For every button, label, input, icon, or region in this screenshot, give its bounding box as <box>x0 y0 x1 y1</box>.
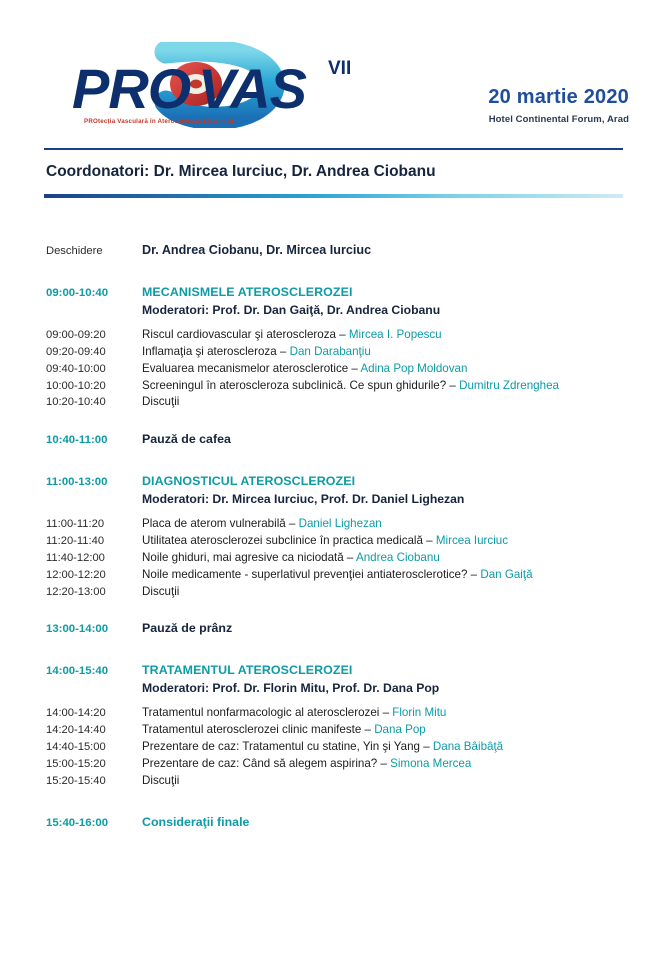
session-title: DIAGNOSTICUL ATEROSCLEROZEI <box>142 473 356 488</box>
break-time: 10:40-11:00 <box>46 434 108 447</box>
talk-row <box>46 344 627 361</box>
talk-speaker: Dan Darabanţiu <box>289 344 371 358</box>
talk-title: Noile ghiduri, mai agresive ca niciodată – <box>142 550 356 564</box>
talk-row <box>46 378 627 395</box>
talk-speaker: Mircea I. Popescu <box>348 327 442 341</box>
talk-speaker: Andrea Ciobanu <box>355 550 440 564</box>
talk-body <box>142 344 627 360</box>
talk-row <box>46 567 627 584</box>
talk-title: Inflamaţia şi ateroscleroza – <box>142 344 290 358</box>
talk-title: Prezentare de caz: Când să alegem aspirina? – <box>142 756 391 770</box>
session-time: 09:00-10:40 <box>46 286 109 299</box>
svg-text:PRO: PRO <box>72 57 191 120</box>
talk-speaker: Dana Pop <box>374 722 426 736</box>
talk-speaker: Daniel Lighezan <box>298 516 382 530</box>
talk-body <box>142 361 627 377</box>
talk-row <box>46 361 627 378</box>
coordinators-bar <box>0 150 667 194</box>
talk-time: 15:20-15:40 <box>46 774 106 787</box>
talk-time: 12:20-13:00 <box>46 585 106 598</box>
session-moderators: Moderatori: Prof. Dr. Dan Gaiţă, Dr. Andrea Ciobanu <box>142 302 441 317</box>
break-row <box>46 431 627 449</box>
talk-title: Tratamentul nonfarmacologic al aterosclerozei – <box>142 706 393 719</box>
session-header <box>46 662 627 680</box>
event-date: 20 martie 2020 <box>488 86 629 108</box>
talk-body <box>142 550 627 566</box>
session-header <box>46 473 627 491</box>
talk-time: 15:00-15:20 <box>46 757 106 770</box>
talk-row <box>46 584 627 601</box>
talk-row <box>46 394 627 411</box>
talk-time: 10:20-10:40 <box>46 396 106 409</box>
talk-time: 11:00-11:20 <box>46 517 105 530</box>
talk-row <box>46 516 627 533</box>
talk-title: Riscul cardiovascular şi ateroscleroza – <box>142 327 349 341</box>
talk-time: 14:40-15:00 <box>46 740 106 753</box>
talk-time: 09:00-09:20 <box>46 328 106 341</box>
break-row <box>46 620 627 638</box>
talk-time: 09:20-09:40 <box>46 345 106 358</box>
session-title: MECANISMELE ATEROSCLEROZEI <box>142 284 353 299</box>
closing-row <box>46 814 627 832</box>
talk-row <box>46 773 627 790</box>
talk-speaker: Florin Mitu <box>392 706 447 719</box>
break-time: 13:00-14:00 <box>46 623 109 636</box>
provas-logo <box>46 42 366 138</box>
talk-title: Utilitatea aterosclerozei subclinice în practica medicală – <box>142 533 436 547</box>
opening-label: Deschidere <box>46 245 103 257</box>
talk-speaker: Dana Bâibâţă <box>432 739 504 753</box>
talk-body <box>142 756 627 772</box>
talk-title: Prezentare de caz: Tratamentul cu statine, Yin şi Yang – <box>142 739 433 753</box>
talk-title: Discuţii <box>142 584 180 598</box>
talk-row <box>46 722 627 739</box>
talk-row <box>46 705 627 722</box>
closing-label: Consideraţii finale <box>142 814 250 829</box>
talk-row <box>46 756 627 773</box>
session-moderators: Moderatori: Dr. Mircea Iurciuc, Prof. Dr. Daniel Lighezan <box>142 491 465 506</box>
break-label: Pauză de cafea <box>142 432 231 447</box>
program-list <box>0 198 667 831</box>
svg-text:VAS: VAS <box>198 57 306 120</box>
event-venue: Hotel Continental Forum, Arad <box>488 114 629 125</box>
talk-body <box>142 739 627 755</box>
session-moderators-row <box>46 680 627 697</box>
talk-time: 09:40-10:00 <box>46 362 106 375</box>
talk-body <box>142 378 627 394</box>
talk-speaker: Mircea Iurciuc <box>435 533 509 547</box>
talk-speaker: Adina Pop Moldovan <box>360 361 468 375</box>
page-header <box>0 0 667 148</box>
talk-time: 11:40-12:00 <box>46 551 105 564</box>
program-opening-row <box>46 242 627 260</box>
talk-body <box>142 584 627 600</box>
logo-superscript-text: VII <box>328 58 352 79</box>
closing-time: 15:40-16:00 <box>46 816 109 829</box>
provas-logo-icon <box>46 42 366 128</box>
talk-body <box>142 705 627 721</box>
session-moderators-row <box>46 491 627 508</box>
opening-names: Dr. Andrea Ciobanu, Dr. Mircea Iurciuc <box>142 243 372 257</box>
talk-title: Discuţii <box>142 773 180 787</box>
talk-body <box>142 773 627 789</box>
talk-title: Screeningul în ateroscleroza subclinică. Ce spun ghidurile? – <box>142 378 460 392</box>
talk-time: 11:20-11:40 <box>46 534 105 547</box>
talk-title: Discuţii <box>142 395 180 409</box>
talk-speaker: Dan Gaiţă <box>480 567 533 581</box>
session-moderators-row <box>46 302 627 319</box>
coordinators-text: Coordonatori: Dr. Mircea Iurciuc, Dr. Andrea Ciobanu <box>46 163 436 180</box>
event-date-block <box>488 42 629 125</box>
talk-title: Placa de aterom vulnerabilă – <box>142 516 299 530</box>
break-label: Pauză de prânz <box>142 621 233 636</box>
talk-body <box>142 722 627 738</box>
talk-row <box>46 739 627 756</box>
talk-time: 14:20-14:40 <box>46 723 106 736</box>
talk-title: Tratamentul aterosclerozei clinic manifeste – <box>142 722 375 736</box>
talk-time: 14:00-14:20 <box>46 707 106 719</box>
talk-speaker: Simona Mercea <box>390 756 472 770</box>
session-header <box>46 284 627 302</box>
logo-tagline: PROtecția Vasculară în Ateroscleroza Sistemică <box>84 118 234 125</box>
session-time: 14:00-15:40 <box>46 665 109 678</box>
talk-row <box>46 327 627 344</box>
talk-time: 10:00-10:20 <box>46 379 106 392</box>
talk-row <box>46 533 627 550</box>
talk-row <box>46 550 627 567</box>
session-time: 11:00-13:00 <box>46 475 108 488</box>
talk-body <box>142 516 627 532</box>
talk-body <box>142 394 627 410</box>
session-moderators: Moderatori: Prof. Dr. Florin Mitu, Prof. Dr. Dana Pop <box>142 680 440 695</box>
talk-body <box>142 327 627 343</box>
talk-time: 12:00-12:20 <box>46 568 106 581</box>
talk-body <box>142 533 627 549</box>
talk-body <box>142 567 627 583</box>
talk-title: Noile medicamente - superlativul prevenţiei antiaterosclerotice? – <box>142 567 481 581</box>
talk-title: Evaluarea mecanismelor aterosclerotice – <box>142 361 361 375</box>
talk-speaker: Dumitru Zdrenghea <box>459 378 559 392</box>
session-title: TRATAMENTUL ATEROSCLEROZEI <box>142 663 353 678</box>
